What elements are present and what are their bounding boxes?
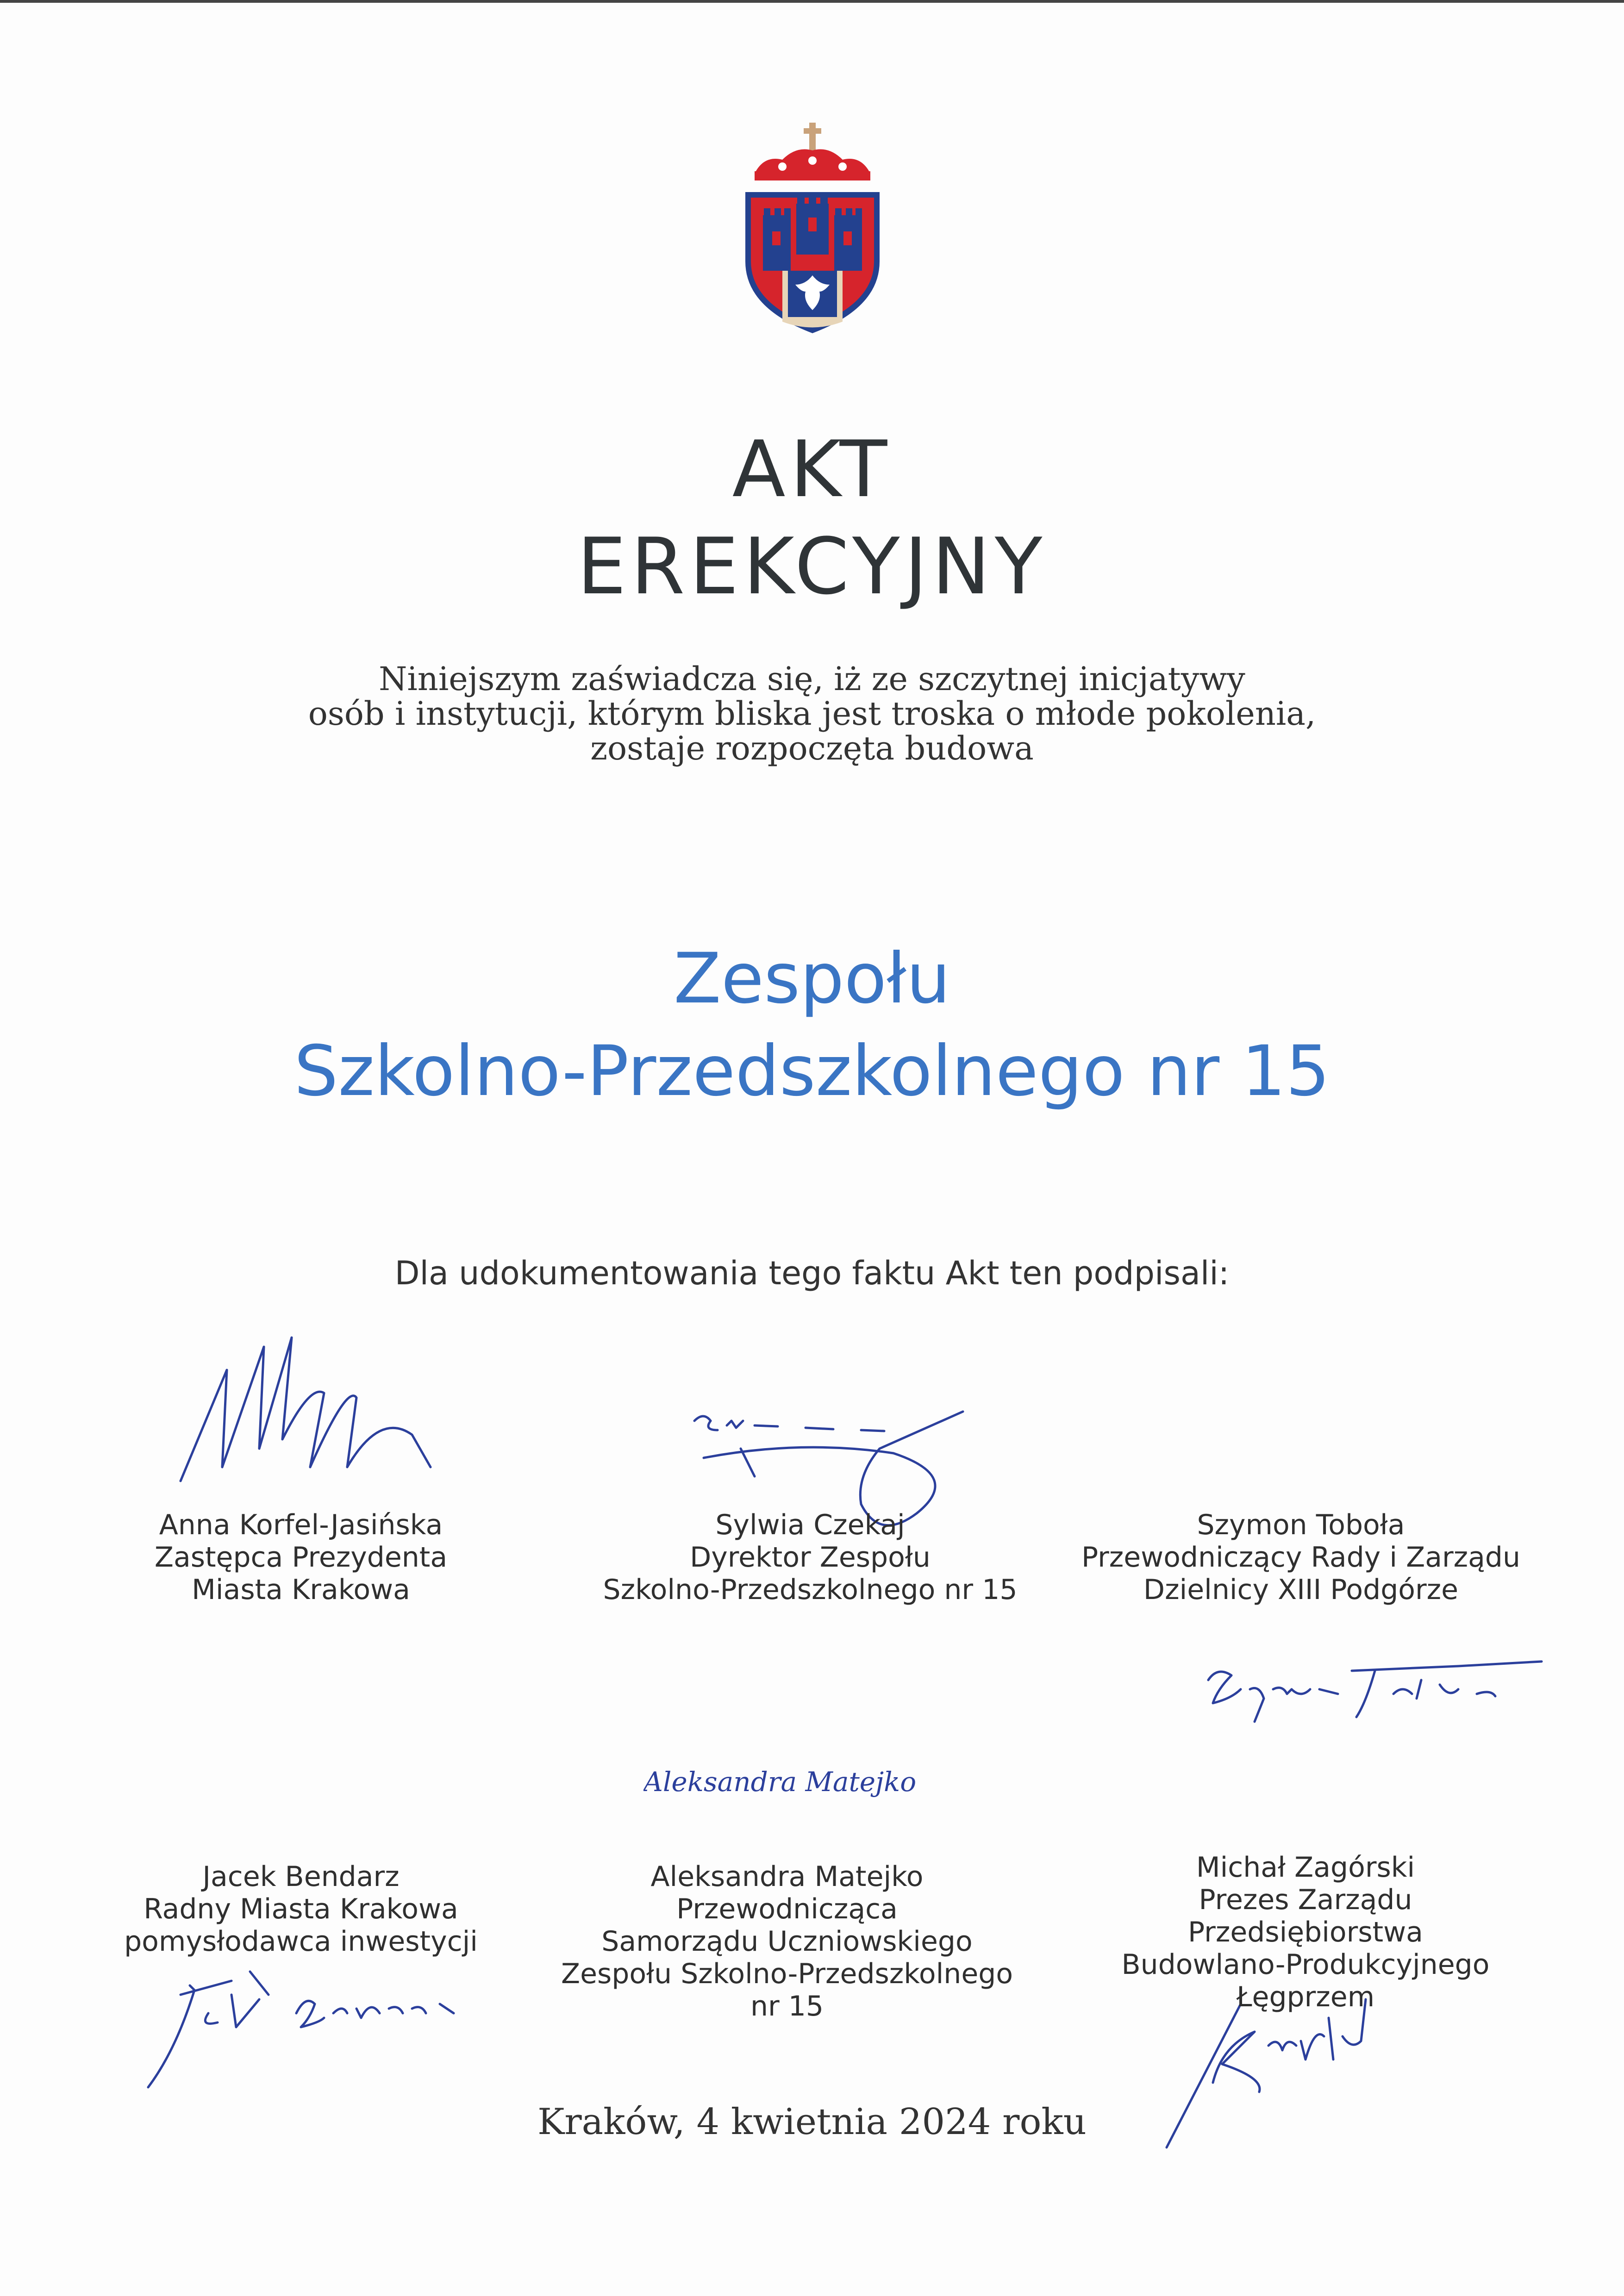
signatory-name: Jacek Bendarz (202, 1860, 400, 1893)
signatory-role: Prezes Zarządu (1199, 1884, 1412, 1916)
signatory-role: Przedsiębiorstwa (1188, 1916, 1423, 1948)
signature-bendarz (139, 1958, 472, 2097)
signatory-block (532, 1860, 1042, 2022)
signatory-role: nr 15 (750, 1990, 824, 2022)
signatory-role: Budowlano-Produkcyjnego (1121, 1948, 1490, 1981)
signatory-role: Dzielnicy XIII Podgórze (1143, 1574, 1459, 1606)
signatory-name: Szymon Toboła (1197, 1509, 1405, 1541)
signatory-role: Szkolno-Przedszkolnego nr 15 (603, 1574, 1018, 1606)
signatory-role: Miasta Krakowa (192, 1574, 410, 1606)
intro-line: Niniejszym zaświadcza się, iż ze szczytnej inicjatywy (379, 660, 1245, 698)
signatory-role: Samorządu Uczniowskiego (601, 1925, 973, 1958)
signatory-role: pomysłodawca inwestycji (124, 1925, 478, 1958)
signatory-role: Radny Miasta Krakowa (144, 1893, 458, 1925)
signatory-block (1046, 1509, 1555, 1606)
intro-paragraph (0, 662, 1624, 766)
document-title-line-1: AKT (732, 424, 892, 515)
document-title-line-2: EREKCYJNY (577, 521, 1047, 612)
signature-korfel-jasinska (171, 1328, 449, 1495)
school-name-line-2: Szkolno-Przedszkolnego nr 15 (294, 1031, 1330, 1112)
signatory-block (116, 1509, 486, 1606)
signatory-block (106, 1860, 495, 1958)
signatory-role: Łęgprzem (1236, 1981, 1375, 2013)
krakow-coat-of-arms-icon (736, 123, 889, 336)
signatory-name: Sylwia Czekaj (715, 1509, 905, 1541)
signatory-role: Przewodnicząca (676, 1893, 898, 1925)
signatory-name: Anna Korfel-Jasińska (159, 1509, 443, 1541)
signing-statement: Dla udokumentowania tego faktu Akt ten podpisali: (394, 1254, 1230, 1292)
signature-tobola (1199, 1652, 1569, 1736)
signatory-role: Przewodniczący Rady i Zarządu (1081, 1541, 1521, 1574)
handwritten-name: Aleksandra Matejko (643, 1766, 917, 1798)
signatory-role: Zespołu Szkolno-Przedszkolnego (561, 1958, 1013, 1990)
intro-line: osób i instytucji, którym bliska jest troska o młode pokolenia, (308, 695, 1316, 733)
signatory-name: Michał Zagórski (1196, 1851, 1415, 1884)
page-top-edge (0, 0, 1624, 3)
document-date: Kraków, 4 kwietnia 2024 roku (537, 2101, 1087, 2143)
signatory-block (602, 1509, 1018, 1606)
signature-matejko-handwritten (643, 1749, 921, 1814)
signatory-name: Aleksandra Matejko (650, 1860, 924, 1893)
signatory-role: Dyrektor Zespołu (690, 1541, 931, 1574)
signatory-block (1079, 1851, 1532, 2013)
signatory-role: Zastępca Prezydenta (154, 1541, 448, 1574)
school-name-line-1: Zespołu (674, 939, 950, 1019)
intro-line: zostaje rozpoczęta budowa (590, 729, 1034, 767)
